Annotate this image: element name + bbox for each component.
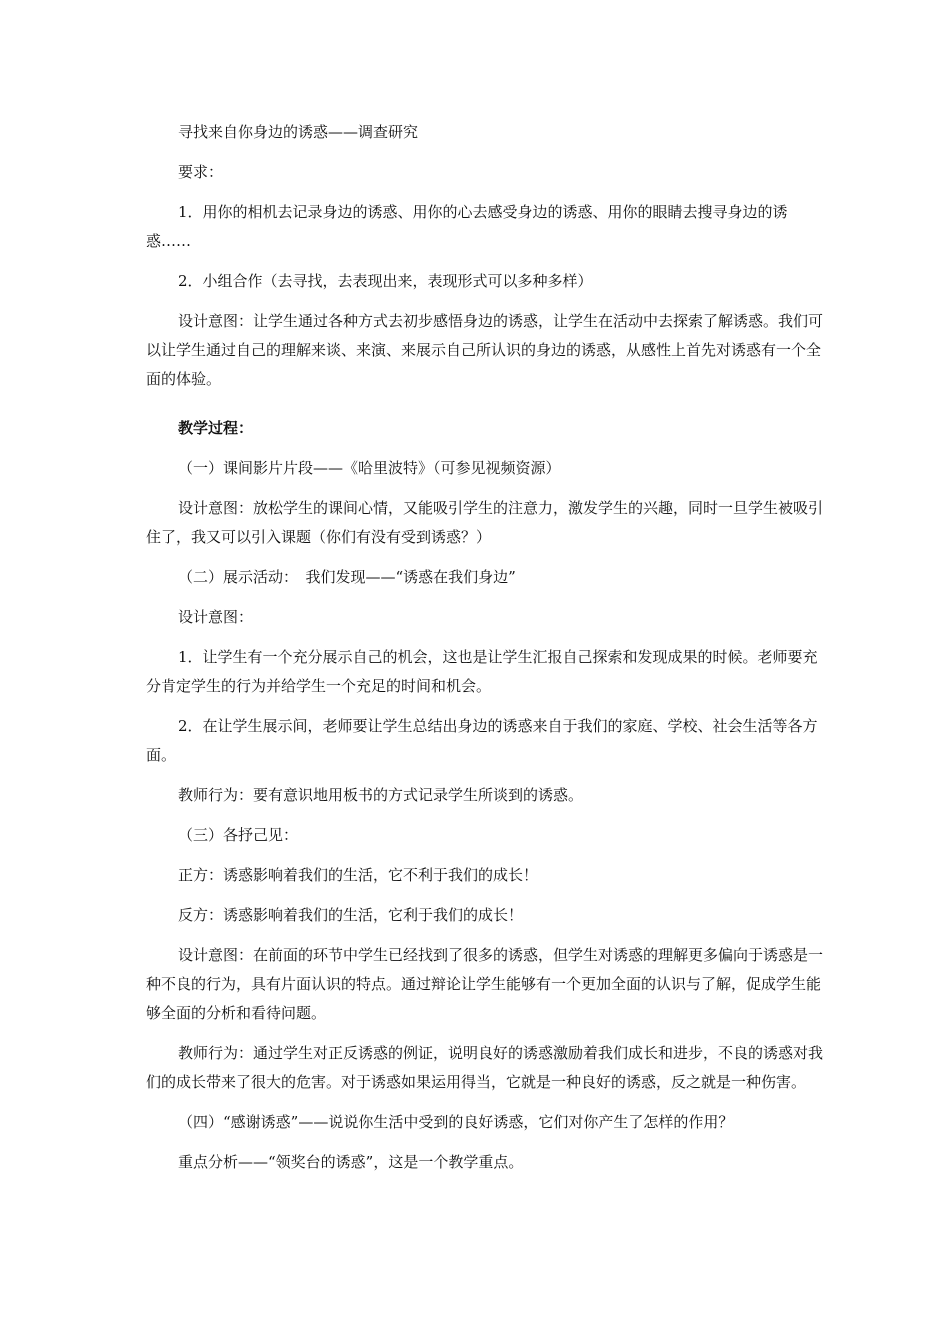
- requirement-item-1: 1．用你的相机去记录身边的诱惑、用你的心去感受身边的诱惑、用你的眼睛去搜寻身边的诱惑……: [146, 203, 788, 250]
- teacher-action-paragraph: 教师行为：通过学生对正反诱惑的例证，说明良好的诱惑激励着我们成长和进步，不良的诱惑对我们的成长带来了很大的危害。对于诱惑如果运用得当，它就是一种良好的诱惑，反之就是一种伤害。: [146, 1044, 824, 1091]
- document-body: [146, 118, 826, 1188]
- section-title: 寻找来自你身边的诱惑——调查研究: [178, 123, 419, 141]
- requirement-item-2: 2．小组合作（去寻找，去表现出来，表现形式可以多种多样）: [178, 272, 593, 290]
- step-2-title: （二）展示活动： 我们发现——“诱惑在我们身边”: [178, 568, 516, 586]
- debate-con: 反方：诱惑影响着我们的生活，它利于我们的成长！: [178, 906, 524, 924]
- step-3-title: （三）各抒己见：: [178, 826, 299, 844]
- step-4-title: （四）“感谢诱惑”——说说你生活中受到的良好诱惑，它们对你产生了怎样的作用？: [178, 1113, 734, 1131]
- intent-item-2: 2．在让学生展示间，老师要让学生总结出身边的诱惑来自于我们的家庭、学校、社会生活等各方面。: [146, 717, 818, 764]
- design-intent-paragraph: 设计意图：放松学生的课间心情，又能吸引学生的注意力，激发学生的兴趣，同时一旦学生被吸引住了，我又可以引入课题（你们有没有受到诱惑？）: [146, 499, 824, 546]
- intent-item-1: 1．让学生有一个充分展示自己的机会，这也是让学生汇报自己探索和发现成果的时候。老师要充分肯定学生的行为并给学生一个充足的时间和机会。: [146, 648, 818, 695]
- teacher-action-paragraph: 教师行为：要有意识地用板书的方式记录学生所谈到的诱惑。: [178, 786, 584, 804]
- debate-pro: 正方：诱惑影响着我们的生活，它不利于我们的成长！: [178, 866, 539, 884]
- step-1-title: （一）课间影片片段——《哈里波特》（可参见视频资源）: [178, 459, 561, 477]
- requirements-label: 要求：: [178, 163, 224, 181]
- design-intent-paragraph: 设计意图：让学生通过各种方式去初步感悟身边的诱惑，让学生在活动中去探索了解诱惑。我们可以让学生通过自己的理解来谈、来演、来展示自己所认识的身边的诱惑，从感性上首先对诱惑有一个全面的体验。: [146, 312, 824, 388]
- design-intent-paragraph: 设计意图：在前面的环节中学生已经找到了很多的诱惑，但学生对诱惑的理解更多偏向于诱惑是一种不良的行为，具有片面认识的特点。通过辩论让学生能够有一个更加全面的认识与了解，促成学生能够全面的分析和看待问题。: [146, 946, 824, 1022]
- key-analysis: 重点分析——“领奖台的诱惑”，这是一个教学重点。: [178, 1153, 524, 1171]
- teaching-process-heading: 教学过程：: [178, 419, 254, 437]
- design-intent-label: 设计意图：: [178, 608, 254, 626]
